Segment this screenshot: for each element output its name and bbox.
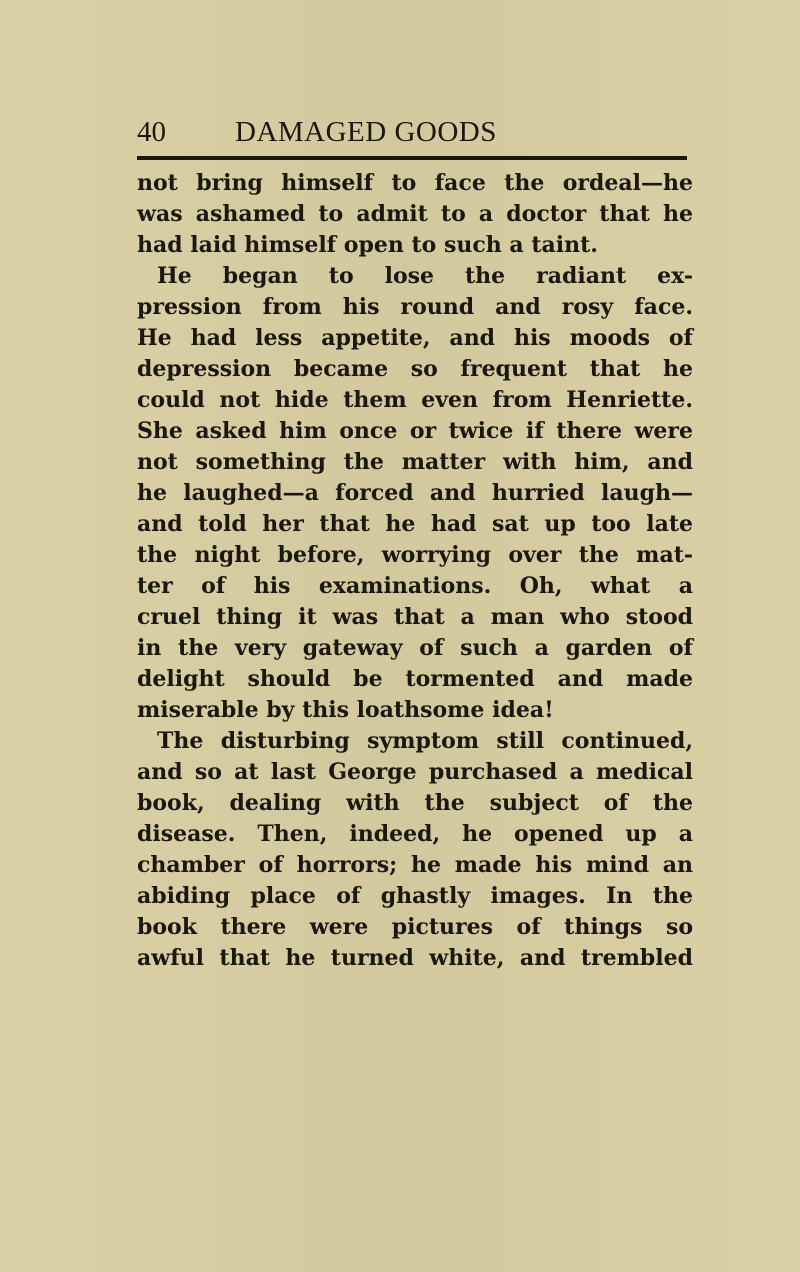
text-line: abiding place of ghastly images. In the <box>137 883 693 909</box>
text-line: not something the matter with him, and <box>137 449 693 475</box>
text-line: could not hide them even from Henriette. <box>137 387 693 413</box>
running-title: DAMAGED GOODS <box>235 116 497 148</box>
text-line: She asked him once or twice if there were <box>137 418 693 444</box>
text-line: had laid himself open to such a taint. <box>137 232 598 258</box>
text-line: disease. Then, indeed, he opened up a <box>137 821 693 847</box>
text-line: cruel thing it was that a man who stood <box>137 604 693 630</box>
text-line: and so at last George purchased a medical <box>137 759 693 785</box>
text-line: in the very gateway of such a garden of <box>137 635 693 661</box>
text-line: miserable by this loathsome idea! <box>137 697 554 723</box>
text-line: He had less appetite, and his moods of <box>137 325 693 351</box>
text-line: he laughed—a forced and hurried laugh— <box>137 480 693 506</box>
text-line: and told her that he had sat up too late <box>137 511 693 537</box>
text-line: book, dealing with the subject of the <box>137 790 693 816</box>
text-line: chamber of horrors; he made his mind an <box>137 852 693 878</box>
header-rule <box>137 156 687 160</box>
text-line: pression from his round and rosy face. <box>137 294 693 320</box>
text-line: was ashamed to admit to a doctor that he <box>137 201 693 227</box>
text-line: book there were pictures of things so <box>137 914 693 940</box>
page-number: 40 <box>137 116 166 148</box>
text-line: ter of his examinations. Oh, what a <box>137 573 693 599</box>
text-line: The disturbing symptom still continued, <box>157 728 693 754</box>
text-line: not bring himself to face the ordeal—he <box>137 170 693 196</box>
text-line: awful that he turned white, and trembled <box>137 945 693 971</box>
page-header <box>137 114 687 154</box>
text-line: He began to lose the radiant ex- <box>157 263 693 289</box>
text-line: delight should be tormented and made <box>137 666 693 692</box>
body-text <box>137 168 697 974</box>
text-line: depression became so frequent that he <box>137 356 693 382</box>
text-line: the night before, worrying over the mat- <box>137 542 693 568</box>
